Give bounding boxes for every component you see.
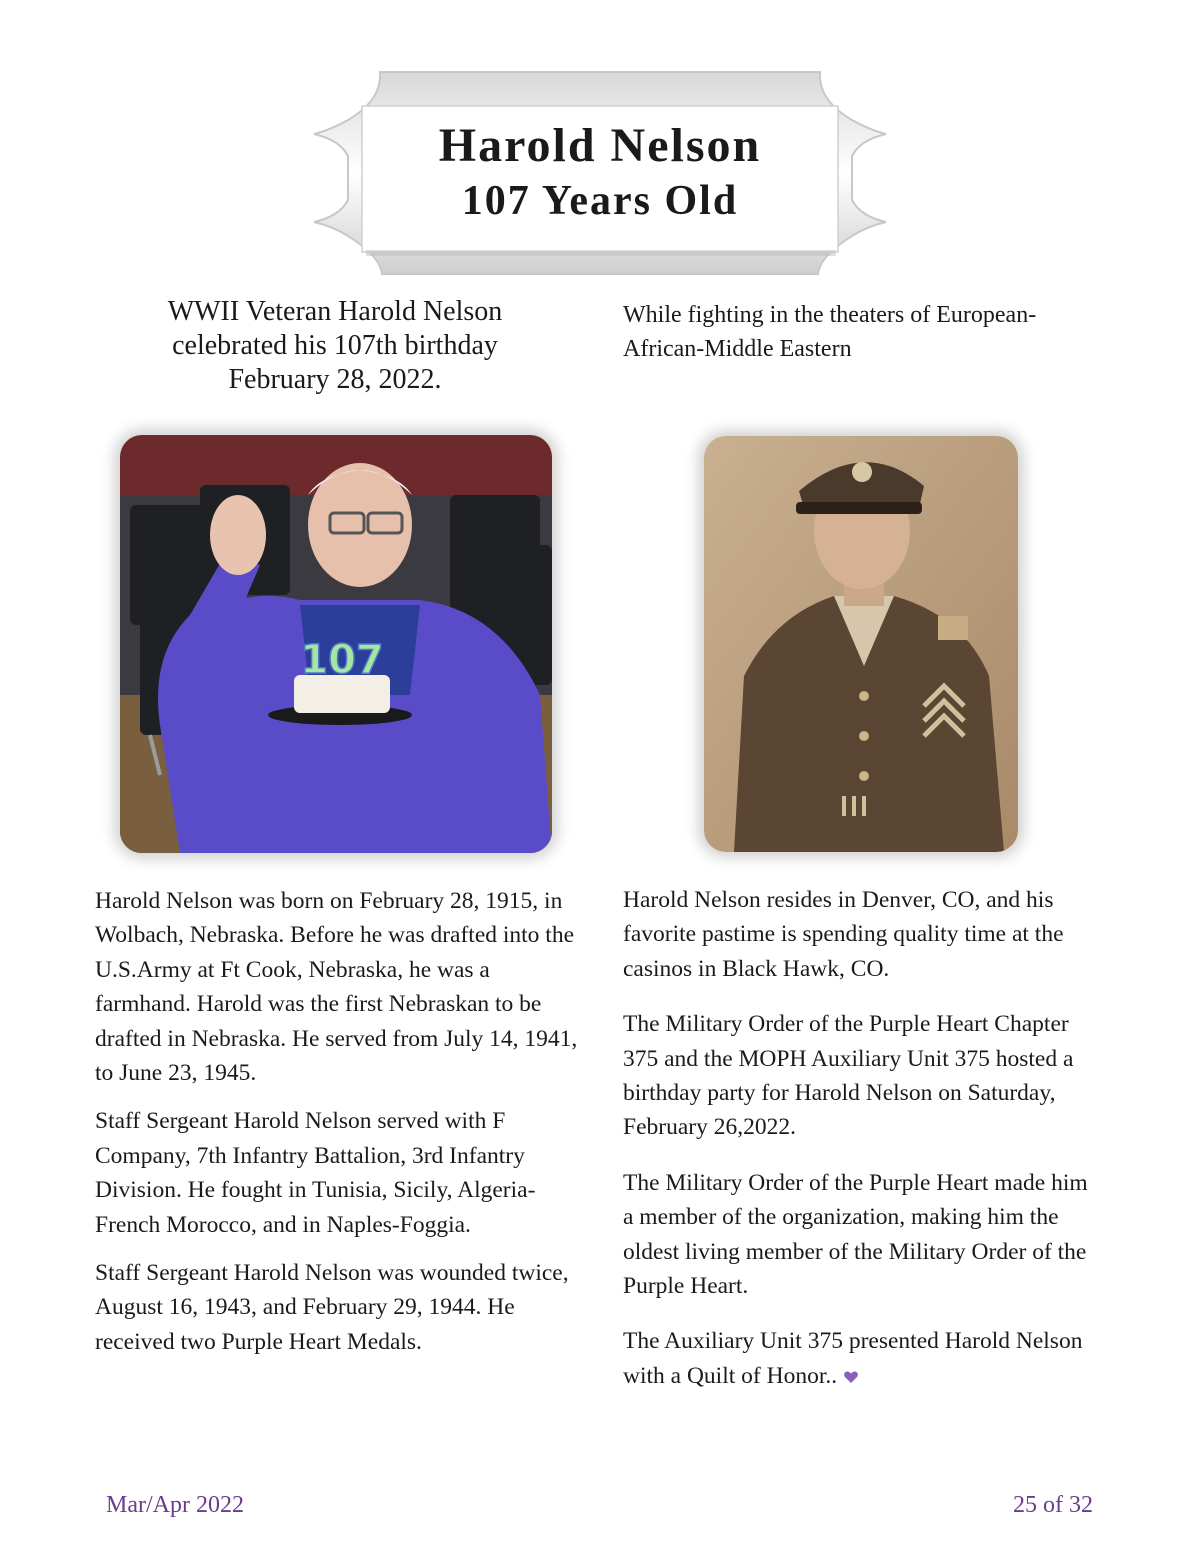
intro-line: celebrated his 107th birthday (172, 330, 498, 361)
paragraph: Staff Sergeant Harold Nelson was wounded twice, August 16, 1943, and February 29, 1944. He received two Purple Heart Medals. (95, 1260, 569, 1355)
intro-line: WWII Veteran Harold Nelson (167, 296, 503, 327)
intro-line: February 28, 2022. (228, 364, 442, 395)
heart-icon (843, 1369, 859, 1385)
left-article-column (95, 884, 580, 1373)
paragraph: The Military Order of the Purple Heart made him a member of the organization, making him the oldest living member of the Military Order of the Purple Heart. (623, 1169, 1088, 1300)
footer-issue: Mar/Apr 2022 (106, 1492, 244, 1518)
theaters-text: While fighting in the theaters of European-African-Middle Eastern (623, 302, 1037, 362)
paragraph: Harold Nelson was born on February 28, 1915, in Wolbach, Nebraska. Before he was drafted into the U.S.Army at Ft Cook, Nebraska, he was a farmhand. Harold was the first Nebraskan to be drafted in Nebraska. He served from July 14, 1941, to June 23, 1945. (95, 888, 578, 1087)
intro-text (120, 295, 550, 397)
paragraph: Harold Nelson resides in Denver, CO, and his favorite pastime is spending quality time at the casinos in Black Hawk, CO. (623, 887, 1064, 982)
cake-number: 107 (300, 637, 384, 683)
title-age: 107 Years Old (461, 178, 739, 224)
right-article-column (623, 883, 1103, 1414)
paragraph: The Military Order of the Purple Heart Chapter 375 and the MOPH Auxiliary Unit 375 hosted a birthday party for Harold Nelson on Saturday, February 26,2022. (623, 1011, 1074, 1141)
paragraph-closing-text: The Auxiliary Unit 375 presented Harold Nelson with a Quilt of Honor.. (623, 1328, 1083, 1389)
paragraph: Staff Sergeant Harold Nelson served with F Company, 7th Infantry Battalion, 3rd Infantry Division. He fought in Tunisia, Sicily, Algeria-French Morocco, and in Naples-Foggia. (95, 1108, 536, 1238)
footer-page-number: 25 of 32 (1013, 1492, 1093, 1518)
paragraph-closing (623, 1324, 1103, 1393)
military-portrait-photo (704, 436, 1018, 852)
page-title (300, 118, 900, 228)
birthday-photo (120, 435, 552, 853)
title-name: Harold Nelson (438, 119, 762, 172)
